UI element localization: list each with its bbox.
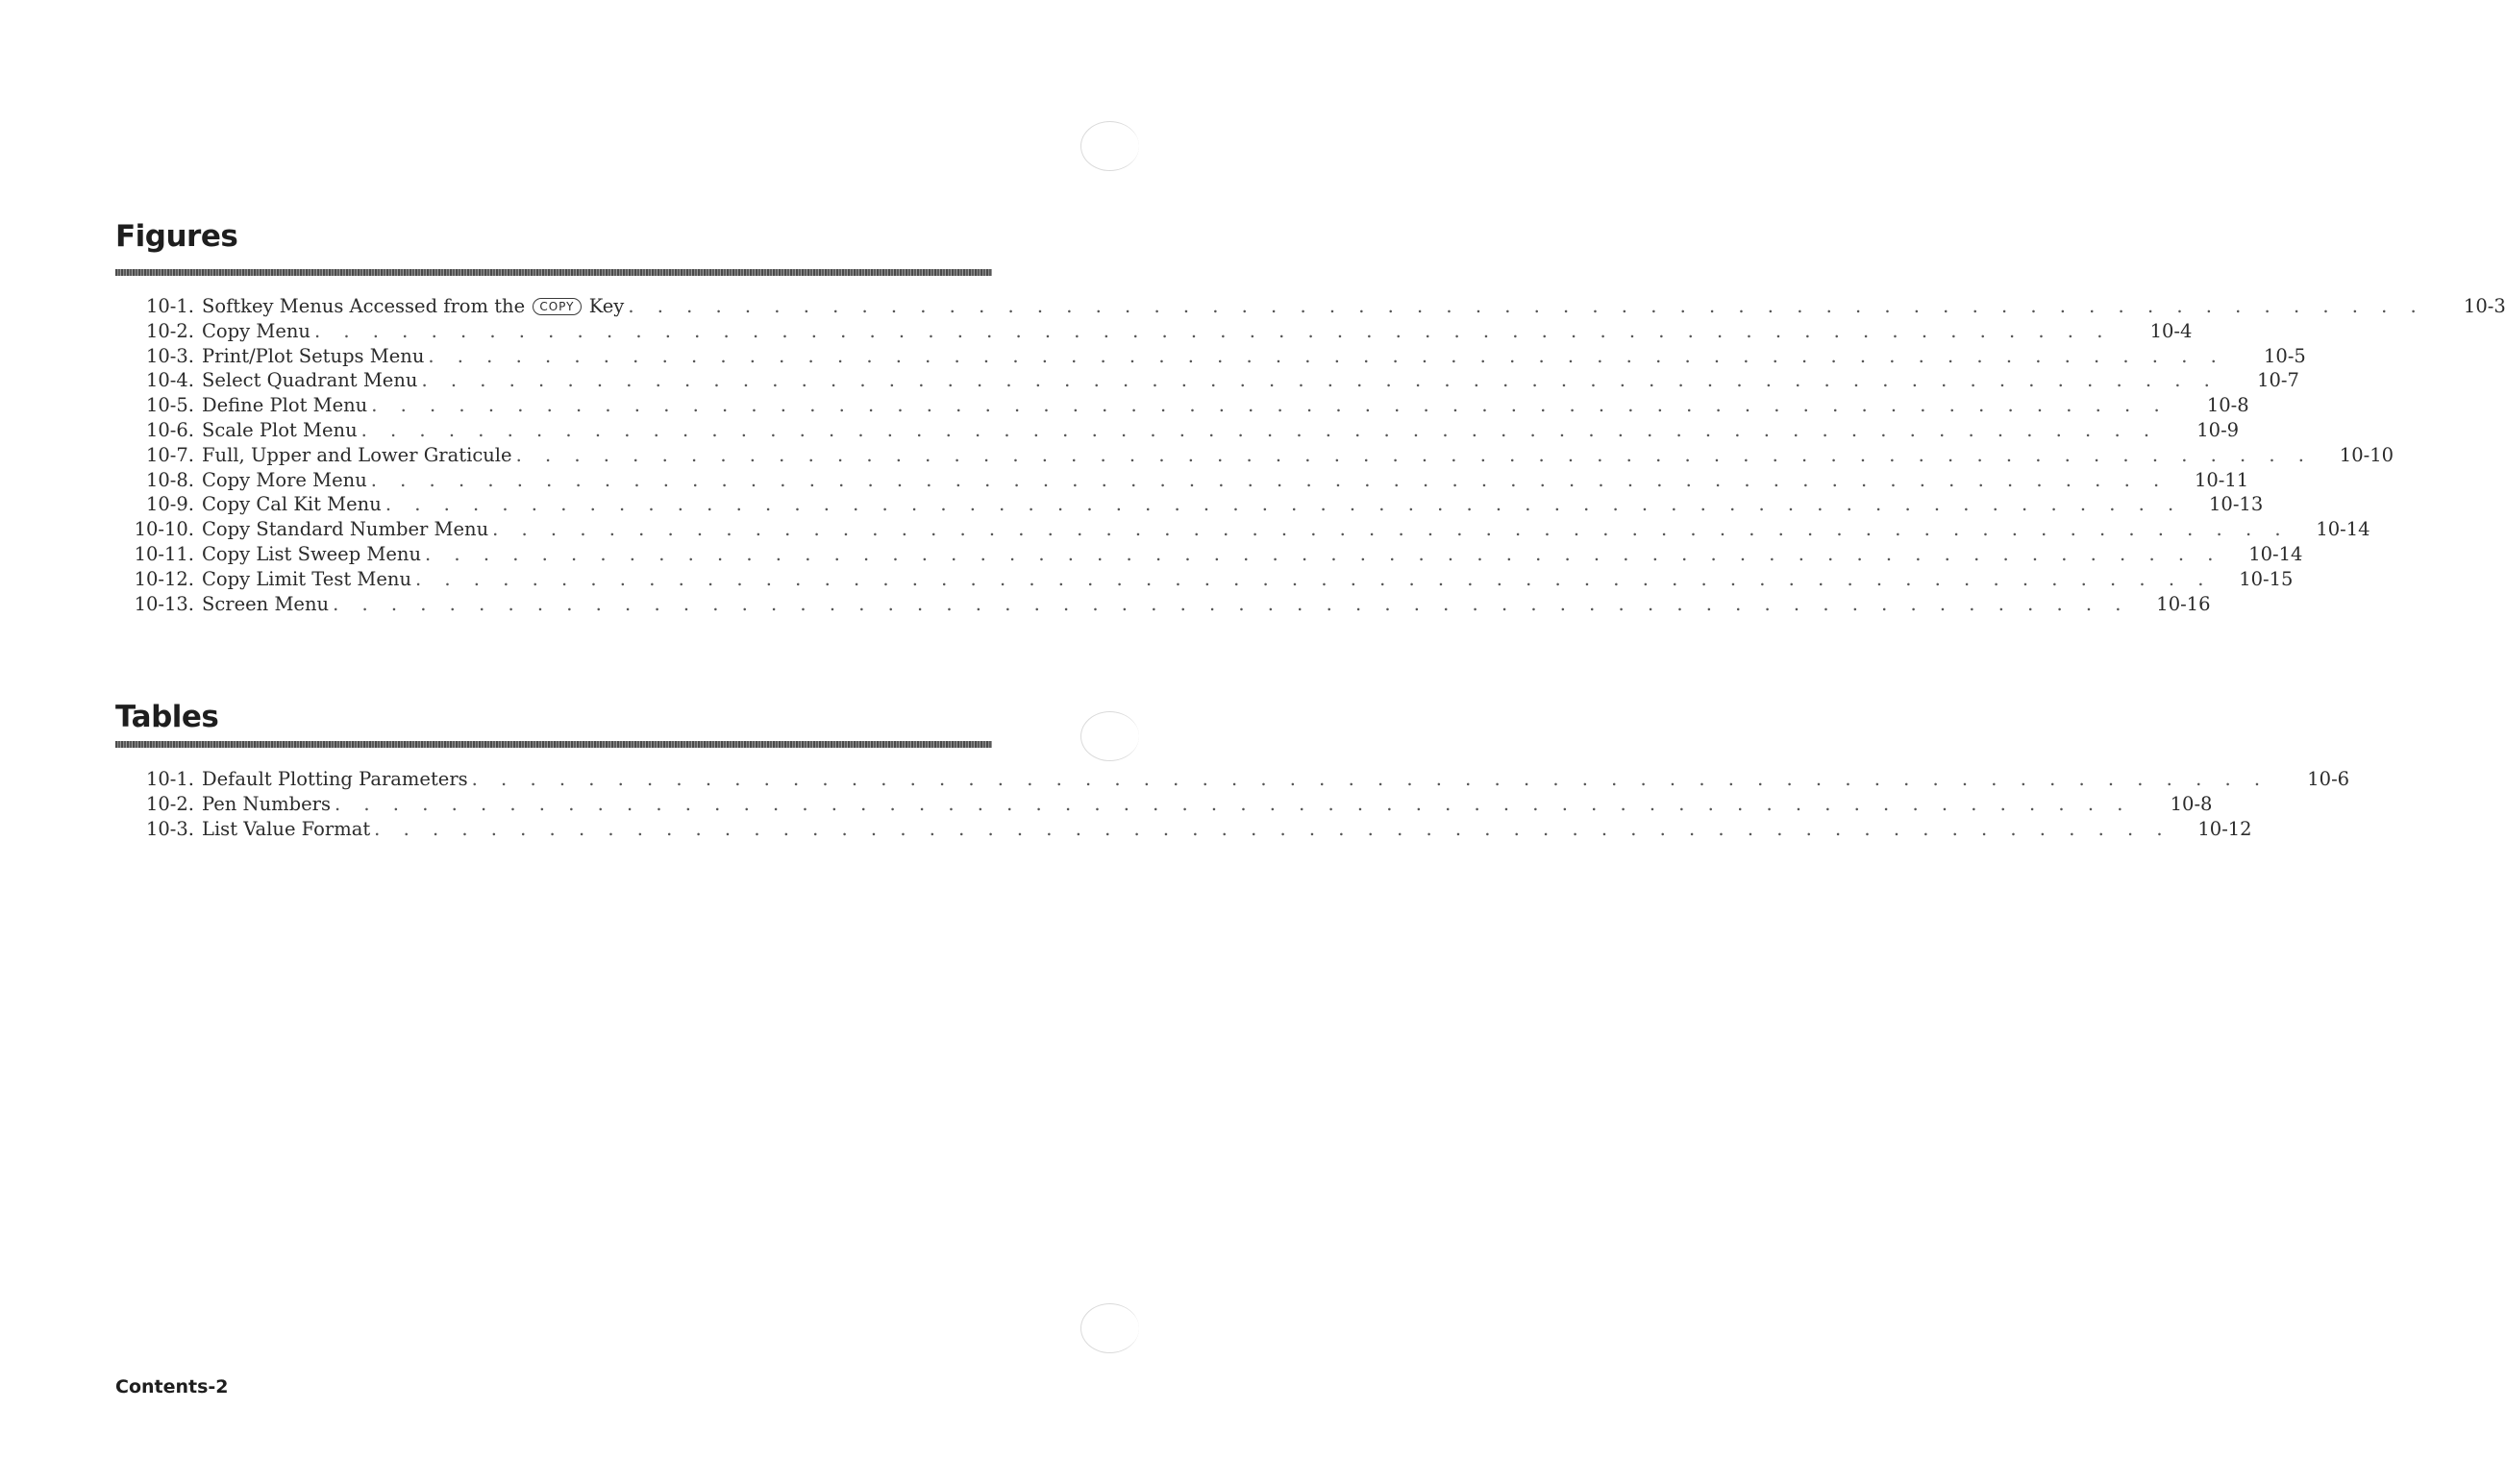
list-item[interactable] bbox=[115, 817, 2252, 842]
tables-list bbox=[115, 767, 2350, 841]
list-item[interactable] bbox=[115, 418, 2240, 443]
list-item[interactable] bbox=[115, 567, 2294, 592]
list-item[interactable] bbox=[115, 344, 2306, 369]
list-item[interactable] bbox=[115, 393, 2249, 418]
entry-number: 10-2. bbox=[145, 319, 194, 342]
entry-title: Copy Limit Test Menu bbox=[202, 567, 412, 590]
entry-title: Copy Menu bbox=[202, 319, 310, 342]
entry-page: 10-3 bbox=[2463, 295, 2506, 317]
dot-leader: . . . . . . . . . . . . . . . . . . . . . . . . . . . . . . . . . . . . . . . . . . . . . . . . . . . . . . . . . . . . . . bbox=[471, 768, 2270, 790]
entry-page: 10-15 bbox=[2239, 567, 2294, 590]
entry-number: 10-12. bbox=[134, 567, 194, 590]
tables-heading: Tables bbox=[115, 700, 219, 734]
dot-leader: . . . . . . . . . . . . . . . . . . . . . . . . . . . . . . . . . . . . . . . . . . . . . . . . . . . . . . . . . . . . . . bbox=[428, 344, 2225, 367]
list-item[interactable] bbox=[115, 592, 2211, 617]
dot-leader: . . . . . . . . . . . . . . . . . . . . . . . . . . . . . . . . . . . . . . . . . . . . . . . . . . . . . . . . . . . . . . bbox=[385, 493, 2183, 516]
list-item[interactable] bbox=[115, 792, 2213, 817]
entry-page: 10-14 bbox=[2316, 518, 2370, 541]
dot-leader: . . . . . . . . . . . . . . . . . . . . . . . . . . . . . . . . . . . . . . . . . . . . . . . . . . . . . . . . . . . . . . bbox=[421, 369, 2219, 392]
tables-rule bbox=[115, 741, 992, 748]
entry-page: 10-10 bbox=[2339, 443, 2394, 466]
entry-title: Screen Menu bbox=[202, 592, 330, 615]
entry-title: Copy More Menu bbox=[202, 468, 367, 491]
entry-number: 10-11. bbox=[134, 542, 194, 565]
entry-page: 10-7 bbox=[2257, 369, 2299, 392]
entry-title: Print/Plot Setups Menu bbox=[202, 344, 425, 367]
figures-heading: Figures bbox=[115, 219, 238, 254]
entry-page: 10-11 bbox=[2194, 468, 2249, 491]
dot-leader: . . . . . . . . . . . . . . . . . . . . . . . . . . . . . . . . . . . . . . . . . . . . . . . . . . . . . . . . . . . . . . bbox=[360, 418, 2159, 441]
entry-page: 10-5 bbox=[2264, 344, 2306, 367]
entry-number: 10-8. bbox=[145, 468, 194, 491]
entry-title: Full, Upper and Lower Graticule bbox=[202, 443, 512, 466]
entry-title bbox=[194, 294, 624, 319]
entry-page: 10-8 bbox=[2170, 792, 2213, 815]
entry-page: 10-12 bbox=[2197, 817, 2252, 840]
dot-leader: . . . . . . . . . . . . . . . . . . . . . . . . . . . . . . . . . . . . . . . . . . . . . . . . . . . . . . . . . . . . . . bbox=[515, 443, 2314, 466]
list-item[interactable] bbox=[115, 542, 2303, 567]
entry-number: 10-3. bbox=[145, 344, 194, 367]
copy-key-icon: COPY bbox=[533, 298, 581, 315]
entry-number: 10-4. bbox=[145, 369, 194, 392]
dot-leader: . . . . . . . . . . . . . . . . . . . . . . . . . . . . . . . . . . . . . . . . . . . . . . . . . . . . . . . . . . . . . . bbox=[628, 295, 2425, 317]
entry-page: 10-13 bbox=[2209, 493, 2264, 516]
dot-leader: . . . . . . . . . . . . . . . . . . . . . . . . . . . . . . . . . . . . . . . . . . . . . . . . . . . . . . . . . . . . . . bbox=[371, 394, 2169, 417]
entry-number: 10-6. bbox=[145, 418, 194, 441]
entry-number: 10-7. bbox=[145, 443, 194, 466]
entry-page: 10-14 bbox=[2248, 542, 2303, 565]
list-item[interactable] bbox=[115, 492, 2264, 517]
list-item[interactable] bbox=[115, 319, 2193, 344]
entry-page: 10-16 bbox=[2156, 592, 2211, 615]
entry-page: 10-4 bbox=[2149, 319, 2193, 342]
entry-number: 10-1. bbox=[145, 768, 194, 790]
entry-page: 10-6 bbox=[2307, 768, 2350, 790]
dot-leader: . . . . . . . . . . . . . . . . . . . . . . . . . . . . . . . . . . . . . . . . . . . . . . . . . . . . . . . . . . . . . . bbox=[313, 319, 2112, 342]
entry-number: 10-5. bbox=[145, 394, 194, 417]
list-item[interactable] bbox=[115, 468, 2249, 493]
entry-title: Define Plot Menu bbox=[202, 394, 368, 417]
entry-title: Copy Cal Kit Menu bbox=[202, 493, 382, 516]
dot-leader: . . . . . . . . . . . . . . . . . . . . . . . . . . . . . . . . . . . . . . . . . . . . . . . . . . . . . . . . . . . . . . bbox=[335, 792, 2132, 815]
entry-page: 10-9 bbox=[2196, 418, 2240, 441]
figures-rule bbox=[115, 269, 992, 276]
dot-leader: . . . . . . . . . . . . . . . . . . . . . . . . . . . . . . . . . . . . . . . . . . . . . . . . . . . . . . . . . . . . . . bbox=[370, 468, 2169, 491]
entry-title-text: Key bbox=[588, 295, 625, 317]
entry-number: 10-2. bbox=[145, 792, 194, 815]
dot-leader: . . . . . . . . . . . . . . . . . . . . . . . . . . . . . . . . . . . . . . . . . . . . . . . . . . . . . . . . . . . . . . bbox=[492, 518, 2290, 541]
entry-page: 10-8 bbox=[2206, 394, 2249, 417]
list-item[interactable] bbox=[115, 443, 2394, 468]
page-footer: Contents-2 bbox=[115, 1376, 229, 1397]
dot-leader: . . . . . . . . . . . . . . . . . . . . . . . . . . . . . . . . . . . . . . . . . . . . . . . . . . . . . . . . . . . . . . bbox=[333, 592, 2130, 615]
list-item[interactable] bbox=[115, 517, 2370, 542]
figures-list bbox=[115, 294, 2506, 616]
dot-leader: . . . . . . . . . . . . . . . . . . . . . . . . . . . . . . . . . . . . . . . . . . . . . . . . . . . . . . . . . . . . . . bbox=[374, 817, 2171, 840]
list-item[interactable] bbox=[115, 368, 2299, 393]
list-item[interactable] bbox=[115, 294, 2506, 319]
binder-hole bbox=[1080, 1303, 1139, 1353]
entry-title: Scale Plot Menu bbox=[202, 418, 358, 441]
entry-number: 10-10. bbox=[134, 518, 194, 541]
entry-title-text: Softkey Menus Accessed from the bbox=[202, 295, 526, 317]
binder-hole bbox=[1080, 711, 1139, 761]
entry-number: 10-13. bbox=[134, 592, 194, 615]
entry-title: Select Quadrant Menu bbox=[202, 369, 418, 392]
entry-title: List Value Format bbox=[202, 817, 371, 840]
list-item[interactable] bbox=[115, 767, 2350, 792]
entry-title: Copy Standard Number Menu bbox=[202, 518, 489, 541]
dot-leader: . . . . . . . . . . . . . . . . . . . . . . . . . . . . . . . . . . . . . . . . . . . . . . . . . . . . . . . . . . . . . . bbox=[425, 542, 2222, 565]
entry-title: Pen Numbers bbox=[202, 792, 332, 815]
entry-number: 10-9. bbox=[145, 493, 194, 516]
dot-leader: . . . . . . . . . . . . . . . . . . . . . . . . . . . . . . . . . . . . . . . . . . . . . . . . . . . . . . . . . . . . . . bbox=[415, 567, 2213, 590]
entry-title: Default Plotting Parameters bbox=[202, 768, 468, 790]
entry-title: Copy List Sweep Menu bbox=[202, 542, 422, 565]
binder-hole bbox=[1080, 121, 1139, 171]
entry-number: 10-1. bbox=[145, 295, 194, 317]
entry-number: 10-3. bbox=[145, 817, 194, 840]
